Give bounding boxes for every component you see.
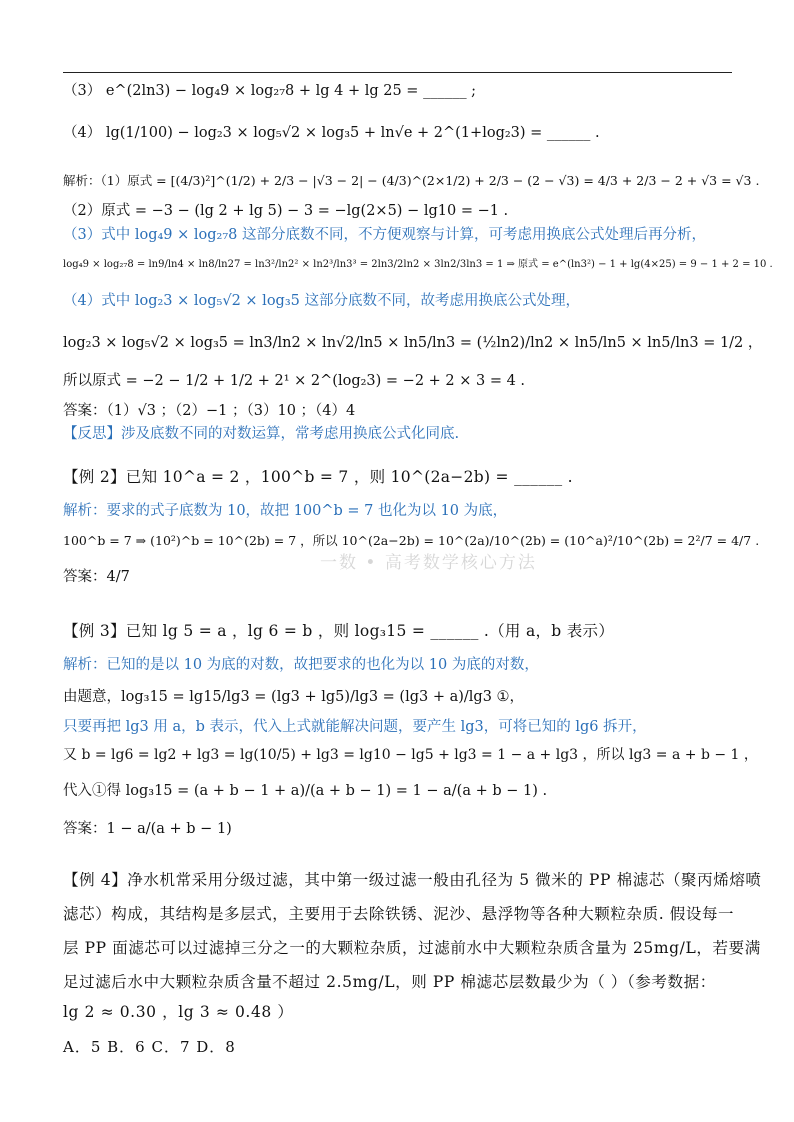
- example-4-line-5: lg 2 ≈ 0.30 ，lg 3 ≈ 0.48 ）: [63, 1003, 294, 1021]
- example-3-step-3: 代入①得 log₃15 = (a + b − 1 + a)/(a + b − 1) = 1 − a/(a + b − 1) .: [63, 783, 548, 799]
- example-4-line-4: 足过滤后水中大颗粒杂质含量不超过 2.5mg/L，则 PP 棉滤芯层数最少为（ ）（参考数据：: [63, 973, 716, 991]
- solution-part-4-result: 所以原式 = −2 − 1/2 + 1/2 + 2¹ × 2^(log₂3) = −2 + 2 × 3 = 4 .: [63, 373, 526, 389]
- solution-part-3-note: （3）式中 log₄9 × log₂₇8 这部分底数不同，不方便观察与计算，可考虑用换底公式处理后再分析，: [63, 227, 706, 243]
- example-3-analysis-note: 解析：已知的是以 10 为底的对数，故把要求的也化为以 10 为底的对数，: [63, 657, 539, 673]
- watermark: 一数 • 高考数学核心方法: [320, 553, 537, 573]
- example-2-question: 【例 2】已知 10^a = 2 ，100^b = 7 ，则 10^(2a−2b) = ______ .: [63, 468, 573, 486]
- example-3-answer: 答案：1 − a/(a + b − 1): [63, 821, 232, 837]
- solution-part-3-work: log₄9 × log₂₇8 = ln9/ln4 × ln8/ln27 = ln3²/ln2² × ln2³/ln3³ = 2ln3/2ln2 × 3ln2/3ln3 = 1 ⇒ 原式 = e^(ln3²) − 1 + lg(4×25) = 9 − 1 + 2 = 10 .: [63, 259, 773, 270]
- example-4-line-1: 【例 4】净水机常采用分级过滤，其中第一级过滤一般由孔径为 5 微米的 PP 棉滤芯（聚丙烯熔喷: [63, 871, 762, 889]
- example-3-question: 【例 3】已知 lg 5 = a ，lg 6 = b ，则 log₃15 = ______ .（用 a，b 表示）: [63, 622, 615, 640]
- top-rule: [63, 72, 732, 73]
- problem-3: （3） e^(2ln3) − log₄9 × log₂₇8 + lg 4 + lg 25 = ______ ;: [63, 83, 477, 99]
- example-4-line-2: 滤芯）构成，其结构是多层式，主要用于去除铁锈、泥沙、悬浮物等各种大颗粒杂质. 假设每一: [63, 905, 735, 923]
- reflection-note: 【反思】涉及底数不同的对数运算，常考虑用换底公式化同底.: [63, 426, 460, 442]
- problem-4: （4） lg(1/100) − log₂3 × log₅√2 × log₃5 + ln√e + 2^(1+log₂3) = ______ .: [63, 125, 600, 141]
- answers-example-1: 答案：（1）√3 ；（2）−1 ；（3）10 ；（4）4: [63, 403, 356, 419]
- solution-part-1: 解析：（1）原式 = [(4/3)²]^(1/2) + 2/3 − |√3 − 2| − (4/3)^(2×1/2) + 2/3 − (2 − √3) = 4/3 + 2/3 − 2 + √3 = √3 .: [63, 173, 760, 188]
- example-2-analysis-note: 解析：要求的式子底数为 10，故把 100^b = 7 也化为以 10 为底，: [63, 503, 508, 519]
- solution-part-4-note: （4）式中 log₂3 × log₅√2 × log₃5 这部分底数不同，故考虑用换底公式处理，: [63, 293, 580, 309]
- example-3-step-1: 由题意，log₃15 = lg15/lg3 = (lg3 + lg5)/lg3 = (lg3 + a)/lg3 ①，: [63, 689, 525, 705]
- example-4-line-3: 层 PP 面滤芯可以过滤掉三分之一的大颗粒杂质，过滤前水中大颗粒杂质含量为 25mg/L，若要满: [63, 939, 761, 957]
- example-3-step-2: 又 b = lg6 = lg2 + lg3 = lg(10/5) + lg3 = lg10 − lg5 + lg3 = 1 − a + lg3 ，所以 lg3 = a + b − 1 ，: [63, 747, 758, 763]
- example-2-answer: 答案：4/7: [63, 569, 130, 585]
- solution-part-2: （2）原式 = −3 − (lg 2 + lg 5) − 3 = −lg(2×5) − lg10 = −1 .: [63, 203, 509, 219]
- example-2-work: 100^b = 7 ⇒ (10²)^b = 10^(2b) = 7 ，所以 10^(2a−2b) = 10^(2a)/10^(2b) = (10^a)²/10^(2b) = 2²/7 = 4/7 .: [63, 533, 760, 548]
- solution-part-4-work: log₂3 × log₅√2 × log₃5 = ln3/ln2 × ln√2/ln5 × ln5/ln3 = (½ln2)/ln2 × ln5/ln5 × ln5/ln3 = 1/2 ，: [63, 335, 763, 351]
- example-4-options: A．5 B．6 C．7 D．8: [63, 1038, 236, 1056]
- example-3-note-2: 只要再把 lg3 用 a，b 表示，代入上式就能解决问题，要产生 lg3，可将已知的 lg6 拆开，: [63, 719, 647, 735]
